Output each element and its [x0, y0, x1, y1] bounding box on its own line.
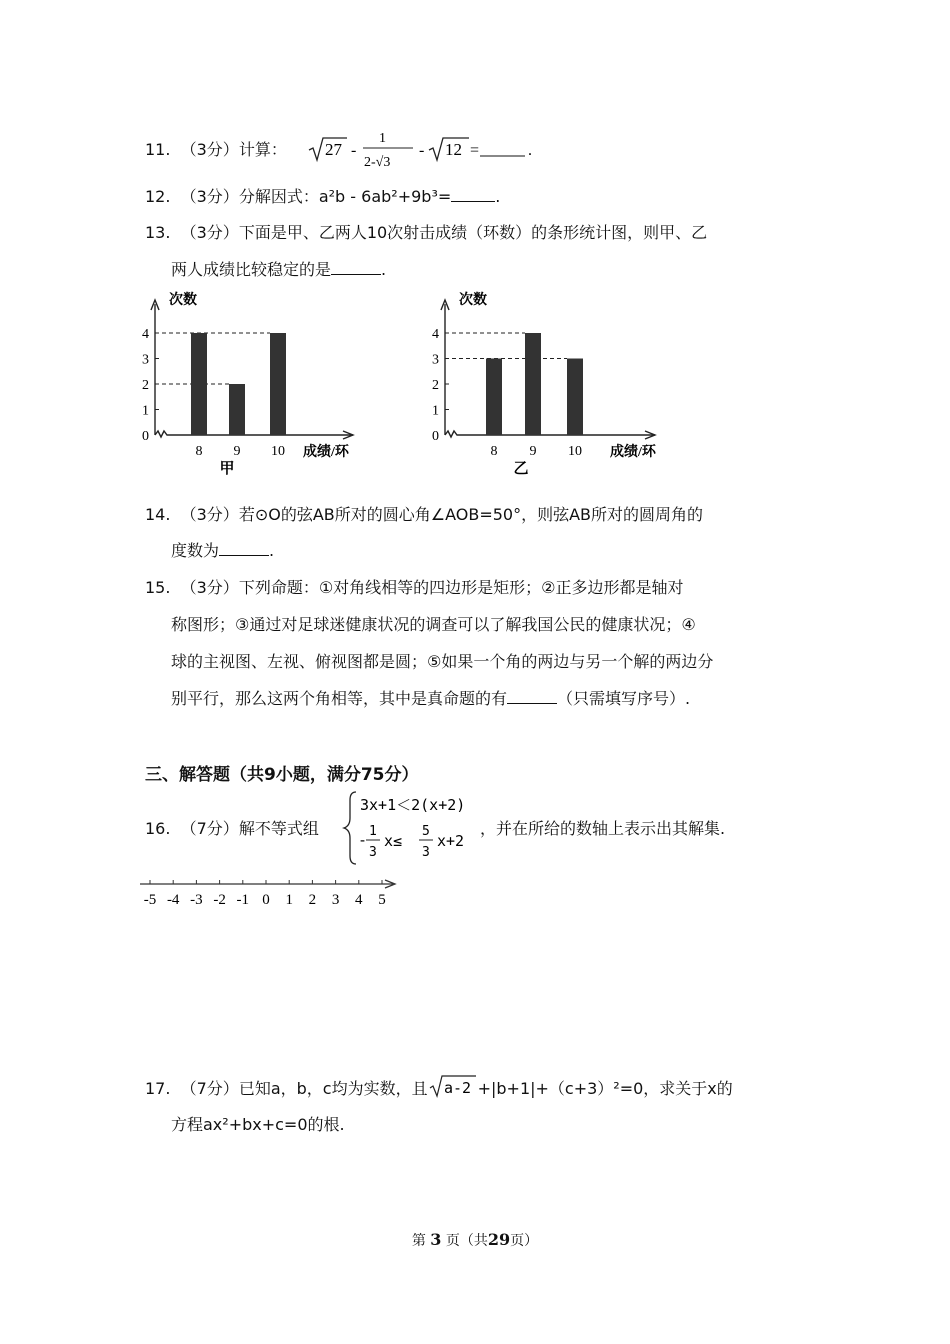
answer-blank: [507, 689, 557, 704]
question-14: [145, 505, 703, 525]
question-text: 解不等式组: [238, 819, 319, 838]
inequality-1: 3x+1＜2(x+2): [360, 796, 466, 814]
bar-8: [486, 359, 502, 436]
answer-blank: [451, 187, 495, 202]
y-tick-label: 1: [432, 403, 439, 419]
question-number: 11.: [145, 140, 171, 159]
question-15-line3: [171, 652, 713, 672]
fraction-1-denominator: 3: [369, 845, 377, 860]
question-16: [145, 819, 319, 839]
svg-text:-: -: [419, 142, 425, 159]
period: .: [528, 142, 532, 159]
fraction-1-numerator: 1: [369, 824, 377, 839]
bar-10: [270, 333, 286, 435]
question-text: 分解因式：: [238, 187, 319, 206]
y-tick-label: 3: [142, 352, 149, 368]
question-text: 度数为: [171, 541, 220, 560]
y-tick-label: 0: [142, 429, 149, 444]
question-text: 若⊙O的弦AB所对的圆心角∠AOB=50°，则弦AB所对的圆周角的: [238, 505, 704, 524]
question-text: 计算：: [238, 140, 287, 159]
question-text: 已知a，b，c均为实数，且: [238, 1079, 428, 1098]
chart-title: 乙: [513, 461, 529, 477]
footer-pre: 第: [411, 1233, 426, 1249]
x-tick-label: 9: [529, 444, 537, 459]
y-tick-label: 1: [142, 403, 149, 419]
number-line-label: 1: [285, 892, 293, 908]
number-line-label: -1: [236, 892, 250, 908]
question-text: ，并在所给的数轴上表示出其解集.: [480, 819, 726, 838]
y-tick-label: 4: [432, 327, 439, 342]
question-12: [145, 187, 500, 207]
expression: a²b - 6ab²+9b³=: [318, 187, 452, 206]
svg-text:-: -: [351, 142, 357, 159]
x-tick-label: 8: [195, 444, 203, 459]
question-score: （7分）: [180, 1079, 239, 1098]
footer-post: 页）: [510, 1233, 539, 1249]
sqrt-expression: [428, 1078, 478, 1098]
period: .: [381, 260, 387, 279]
question-text: 方程ax²+bx+c=0的根.: [171, 1115, 345, 1134]
fraction-2-denominator: 3: [422, 845, 430, 860]
sqrt-12-arg: 12: [445, 140, 462, 159]
question-number: 13.: [145, 223, 171, 242]
number-line-label: -2: [213, 892, 226, 908]
x-tick-label: 10: [568, 444, 582, 459]
question-number: 17.: [145, 1079, 171, 1098]
left-brace: [344, 792, 356, 864]
question-17-line2: [171, 1115, 345, 1135]
bar-9: [525, 333, 541, 435]
question-text: 下面是甲、乙两人10次射击成绩（环数）的条形统计图，则甲、乙: [238, 223, 708, 242]
number-line-label: -3: [190, 892, 203, 908]
period: .: [495, 187, 501, 206]
section-heading: 三、解答题（共9小题，满分75分）: [145, 765, 419, 785]
number-line-label: 2: [308, 892, 317, 908]
y-tick-label: 0: [432, 429, 439, 444]
sqrt-27-arg: 27: [325, 140, 342, 159]
question-score: （7分）: [180, 819, 239, 838]
question-15-line2: [171, 615, 696, 635]
sqrt-arg: a-2: [443, 1079, 471, 1097]
question-number: 12.: [145, 187, 171, 206]
answer-blank: [219, 541, 269, 556]
chart-jia: [135, 288, 375, 480]
bar-9: [229, 384, 245, 435]
question-number: 15.: [145, 578, 171, 597]
question-score: （3分）: [180, 505, 239, 524]
question-13: [145, 223, 707, 243]
inequality-system: [342, 788, 482, 868]
question-number: 14.: [145, 505, 171, 524]
x-axis: [155, 431, 353, 437]
fraction-denominator: 2-√3: [364, 155, 391, 170]
answer-blank: [331, 260, 381, 275]
question-score: （3分）: [180, 140, 239, 159]
inequality-2-mid: x≤: [384, 832, 403, 850]
number-line-label: -5: [143, 892, 157, 908]
period: .: [269, 541, 275, 560]
question-14-line2: [171, 541, 274, 561]
chart-yi: [425, 288, 685, 480]
question-text: +|b+1|+（c+3）²=0，求关于x的: [477, 1079, 733, 1098]
fraction-numerator: 1: [379, 131, 386, 146]
page-number: 3: [430, 1230, 442, 1249]
question-11: [145, 140, 287, 160]
question-number: 16.: [145, 819, 171, 838]
x-axis-label: 成绩/环: [303, 445, 349, 460]
question-text: 两人成绩比较稳定的是: [171, 260, 332, 279]
question-text: 下列命题：①对角线相等的四边形是矩形；②正多边形都是轴对: [238, 578, 684, 597]
question-score: （3分）: [180, 187, 239, 206]
footer-mid: 页（共: [445, 1233, 488, 1249]
y-tick-label: 2: [142, 378, 149, 393]
chart-title: 甲: [219, 461, 235, 477]
y-tick-label: 2: [432, 378, 439, 393]
bar-8: [191, 333, 207, 435]
question-16-after: [480, 819, 725, 839]
x-tick-label: 9: [233, 444, 241, 459]
number-line-label: 5: [378, 892, 386, 908]
y-tick-label: 4: [142, 327, 149, 342]
bar-10: [567, 359, 583, 436]
number-line-label: 4: [355, 892, 363, 908]
question-15: [145, 578, 684, 598]
fraction-2-numerator: 5: [422, 824, 430, 839]
y-tick-label: 3: [432, 352, 439, 368]
inequality-2-right: x+2: [437, 832, 465, 850]
question-13-line2: [171, 260, 386, 280]
x-tick-label: 8: [490, 444, 498, 459]
question-17: [145, 1078, 733, 1099]
number-line-label: 0: [262, 892, 270, 908]
page-footer: [0, 1230, 950, 1250]
number-line: [135, 874, 405, 910]
question-text: 别平行，那么这两个角相等，其中是真命题的有: [171, 689, 508, 708]
question-score: （3分）: [180, 223, 239, 242]
q11-formula: [305, 128, 545, 174]
question-text: 球的主视图、左视、俯视图都是圆；⑤如果一个角的两边与另一个解的两边分: [171, 652, 714, 671]
number-line-label: -4: [166, 892, 180, 908]
y-axis-label: 次数: [459, 293, 487, 308]
question-text-end: （只需填写序号）.: [557, 689, 691, 708]
question-score: （3分）: [180, 578, 239, 597]
number-line-label: 3: [331, 892, 340, 908]
x-tick-label: 10: [271, 444, 285, 459]
x-axis: [445, 431, 655, 437]
question-15-line4: [171, 689, 690, 709]
y-axis-label: 次数: [169, 293, 197, 308]
total-pages: 29: [487, 1230, 511, 1249]
equals-sign: =: [470, 142, 480, 159]
inequality-2-sign: -: [358, 831, 368, 849]
question-text: 称图形；③通过对足球迷健康状况的调查可以了解我国公民的健康状况；④: [171, 615, 696, 634]
x-axis-label: 成绩/环: [610, 445, 656, 460]
